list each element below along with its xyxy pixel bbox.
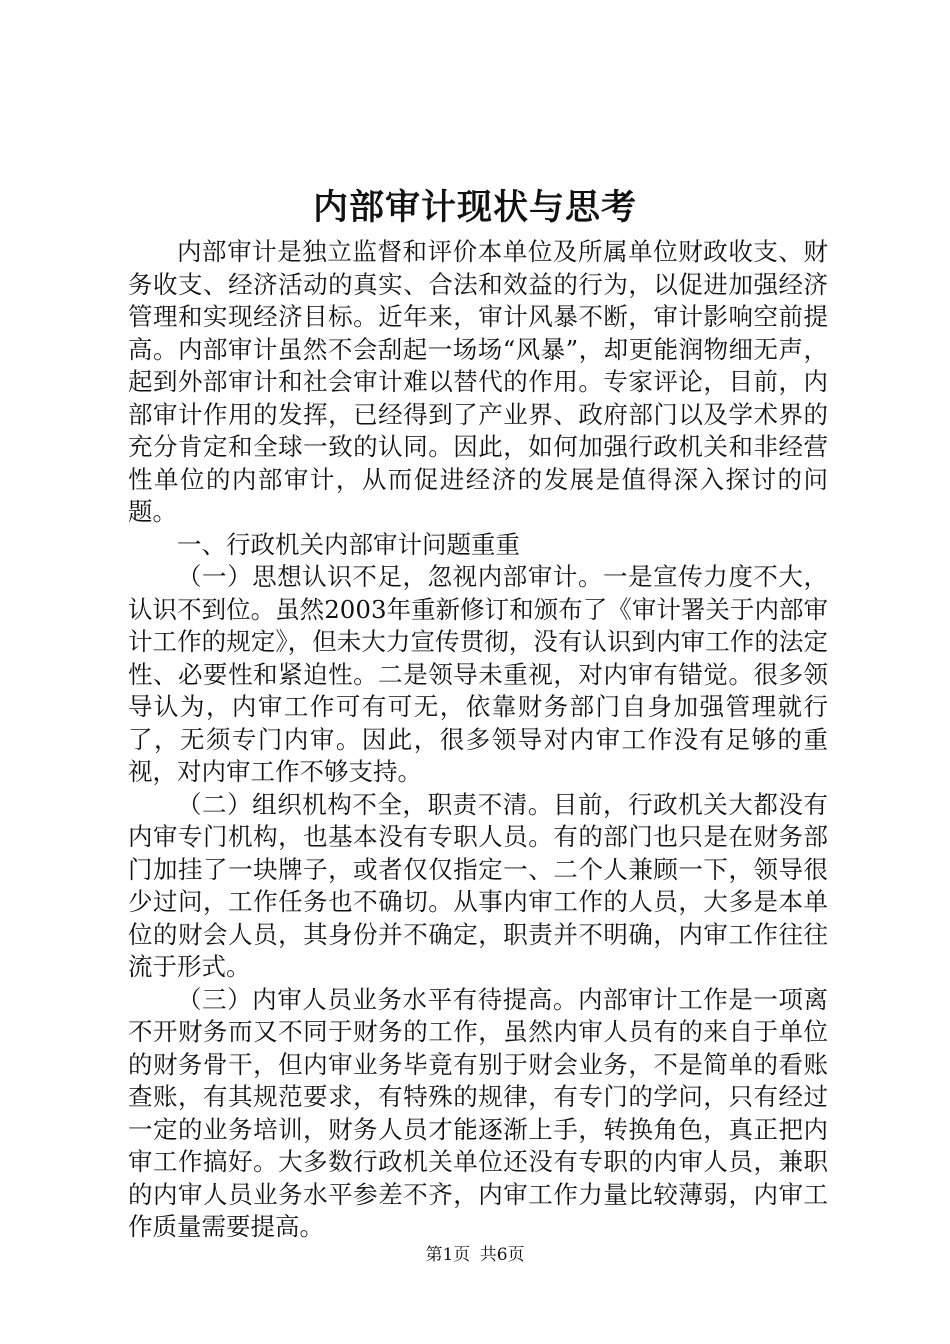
document-title: 内部审计现状与思考 bbox=[312, 187, 637, 228]
document-body bbox=[128, 236, 828, 1244]
paragraph-intro: 内部审计是独立监督和评价本单位及所属单位财政收支、财务收支、经济活动的真实、合法和效益的行为，以促进加强经济管理和实现经济目标。近年来，审计风暴不断，审计影响空前提高。内部审计虽然不会刮起一场场“风暴”，却更能润物细无声，起到外部审计和社会审计难以替代的作用。专家评论，目前，内部审计作用的发挥，已经得到了产业界、政府部门以及学术界的充分肯定和全球一致的认同。因此，如何加强行政机关和非经营性单位的内部审计，从而促进经济的发展是值得深入探讨的问题。 bbox=[128, 237, 828, 526]
section-heading: 一、行政机关内部审计问题重重 bbox=[177, 529, 520, 559]
page-footer: 第1页 共6页 bbox=[425, 1245, 525, 1265]
paragraph-point-2: （二）组织机构不全，职责不清。目前，行政机关大都没有内审专门机构，也基本没有专职人员。有的部门也只是在财务部门加挂了一块牌子，或者仅仅指定一、二个人兼顾一下，领导很少过问，工作任务也不确切。从事内审工作的人员，大多是本单位的财会人员，其身份并不确定，职责并不明确，内审工作往往流于形式。 bbox=[128, 789, 828, 981]
paragraph-point-3: （三）内审人员业务水平有待提高。内部审计工作是一项离不开财务而又不同于财务的工作，虽然内审人员有的来自于单位的财务骨干，但内审业务毕竟有别于财会业务，不是简单的看账查账，有其规范要求，有特殊的规律，有专门的学问，只有经过一定的业务培训，财务人员才能逐渐上手，转换角色，真正把内审工作搞好。大多数行政机关单位还没有专职的内审人员，兼职的内审人员业务水平参差不齐，内审工作力量比较薄弱，内审工作质量需要提高。 bbox=[128, 984, 828, 1241]
paragraph-point-1: （一）思想认识不足，忽视内部审计。一是宣传力度不大，认识不到位。虽然2003年重新修订和颁布了《审计署关于内部审计工作的规定》，但未大力宣传贯彻，没有认识到内审工作的法定性、必要性和紧迫性。二是领导未重视，对内审有错觉。很多领导认为，内审工作可有可无，依靠财务部门自身加强管理就行了，无须专门内审。因此，很多领导对内审工作没有足够的重视，对内审工作不够支持。 bbox=[128, 562, 828, 786]
